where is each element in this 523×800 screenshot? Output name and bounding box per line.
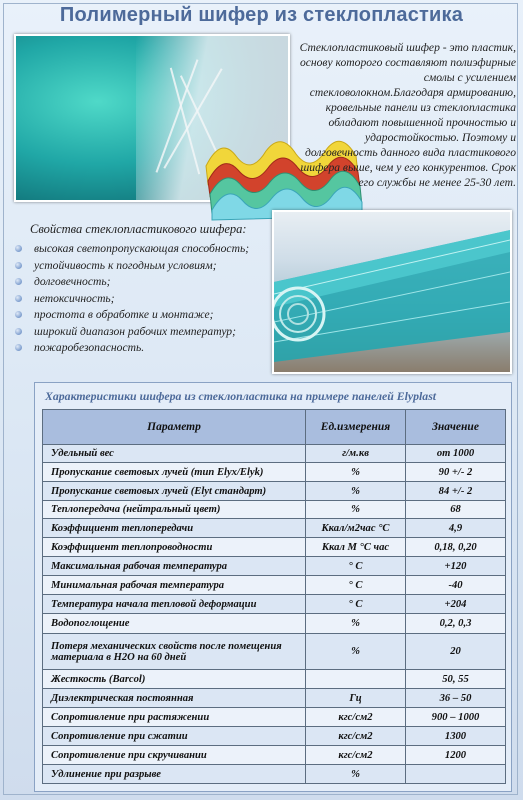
specs-caption: Характеристики шифера из стеклопластика на примере панелей Elyplast	[45, 389, 437, 403]
properties-list	[12, 241, 249, 357]
table-row	[43, 670, 506, 689]
cell-parameter: Удлинение при разрыве	[43, 765, 306, 784]
cell-value: 90 +/- 2	[406, 463, 506, 482]
property-item	[12, 291, 249, 308]
property-item	[12, 324, 249, 341]
cell-unit: %	[306, 614, 406, 634]
property-label: простота в обработке и монтаже;	[34, 308, 214, 321]
cell-parameter: Коэффициент теплопередачи	[43, 519, 306, 538]
table-row	[43, 557, 506, 576]
table-header-row	[43, 410, 506, 445]
cell-value: 84 +/- 2	[406, 482, 506, 501]
intro-text: Стеклопластиковый шифер - это пластик, основу которого составляют полиэфирные смолы с усилением стекловолокном.Благодаря армированию, кровельные панели из стеклопластика обладают повышенной прочностью и ударостойкостью. Поэтому и долговечность данного вида пластикового шифера выше, чем у его конкурентов. Срок его службы не менее 25-30 лет.	[299, 41, 516, 189]
cell-value	[406, 765, 506, 784]
property-label: устойчивость к погодным условиям;	[34, 258, 217, 272]
cell-value: 0,18, 0,20	[406, 538, 506, 557]
property-label: пожаробезопасность.	[34, 341, 145, 354]
cell-unit: Ккал М °C час	[306, 538, 406, 557]
table-row	[43, 595, 506, 614]
cell-parameter: Сопротивление при сжатии	[43, 727, 306, 746]
cell-unit: кгс/см2	[306, 708, 406, 727]
cell-value: 1300	[406, 727, 506, 746]
property-label: нетоксичность;	[34, 291, 115, 305]
column-header-parameter: Параметр	[43, 410, 306, 445]
column-header-value: Значение	[406, 410, 506, 445]
table-row	[43, 482, 506, 501]
cell-value: -40	[406, 576, 506, 595]
table-row	[43, 727, 506, 746]
table-row	[43, 445, 506, 463]
table-row	[43, 614, 506, 634]
property-item	[12, 241, 249, 258]
property-label: широкий диапазон рабочих температур;	[34, 324, 236, 338]
cell-unit: г/м.кв	[306, 445, 406, 463]
page-title: Полимерный шифер из стеклопластика	[59, 4, 464, 26]
cell-value: +204	[406, 595, 506, 614]
bullet-icon	[15, 295, 22, 302]
cell-parameter: Водопоглощение	[43, 614, 306, 634]
property-item	[12, 274, 249, 291]
bullet-icon	[15, 262, 22, 269]
cell-unit	[306, 670, 406, 689]
table-row	[43, 576, 506, 595]
cell-value: 0,2, 0,3	[406, 614, 506, 634]
cell-unit: Гц	[306, 689, 406, 708]
specs-panel	[34, 382, 512, 792]
table-row	[43, 689, 506, 708]
properties-title: Свойства стеклопластикового шифера:	[30, 222, 247, 236]
bullet-icon	[15, 278, 22, 285]
cell-parameter: Максимальная рабочая температура	[43, 557, 306, 576]
property-label: долговечность;	[34, 275, 111, 288]
cell-parameter: Теплопередача (нейтральный цвет)	[43, 501, 306, 519]
cell-parameter: Жесткость (Barcol)	[43, 670, 306, 689]
table-row	[43, 463, 506, 482]
cell-parameter: Коэффициент теплопроводности	[43, 538, 306, 557]
cell-unit: %	[306, 765, 406, 784]
rolls-illustration	[274, 212, 510, 372]
cell-parameter: Температура начала тепловой деформации	[43, 595, 306, 614]
cell-parameter: Пропускание световых лучей (тип Elyx/Elyk)	[43, 463, 306, 482]
cell-unit: %	[306, 463, 406, 482]
table-row	[43, 746, 506, 765]
cell-value: 900 – 1000	[406, 708, 506, 727]
cell-value: 20	[406, 634, 506, 670]
bullet-icon	[15, 344, 22, 351]
cell-parameter: Диэлектрическая постоянная	[43, 689, 306, 708]
cell-parameter: Сопротивление при скручивании	[43, 746, 306, 765]
bullet-icon	[15, 328, 22, 335]
property-item	[12, 340, 249, 357]
cell-parameter: Потеря механических свойств после помещения материала в H2O на 60 дней	[43, 634, 306, 670]
cell-parameter: Пропускание световых лучей (Elyt стандарт)	[43, 482, 306, 501]
cell-unit: ° C	[306, 576, 406, 595]
cell-unit: кгс/см2	[306, 746, 406, 765]
cell-unit: %	[306, 501, 406, 519]
cell-value: 1200	[406, 746, 506, 765]
bullet-icon	[15, 245, 22, 252]
cell-unit: %	[306, 482, 406, 501]
table-row	[43, 708, 506, 727]
column-header-unit: Ед.измерения	[306, 410, 406, 445]
fiberglass-rolls-photo	[272, 210, 512, 374]
bullet-icon	[15, 311, 22, 318]
table-row	[43, 634, 506, 670]
cell-value: 36 – 50	[406, 689, 506, 708]
cell-unit: Ккал/м2час °C	[306, 519, 406, 538]
table-row	[43, 501, 506, 519]
property-item	[12, 258, 249, 275]
cell-unit: %	[306, 634, 406, 670]
table-row	[43, 519, 506, 538]
property-label: высокая светопропускающая способность;	[34, 242, 250, 255]
cell-unit: ° C	[306, 557, 406, 576]
cell-parameter: Удельный вес	[43, 445, 306, 463]
cell-value: от 1000	[406, 445, 506, 463]
cell-value: 4,9	[406, 519, 506, 538]
cell-value: +120	[406, 557, 506, 576]
table-row	[43, 538, 506, 557]
cell-unit: кгс/см2	[306, 727, 406, 746]
specs-table	[42, 409, 506, 784]
table-row	[43, 765, 506, 784]
cell-value: 50, 55	[406, 670, 506, 689]
cell-value: 68	[406, 501, 506, 519]
cell-parameter: Минимальная рабочая температура	[43, 576, 306, 595]
property-item	[12, 307, 249, 324]
cell-unit: ° C	[306, 595, 406, 614]
cell-parameter: Сопротивление при растяжении	[43, 708, 306, 727]
